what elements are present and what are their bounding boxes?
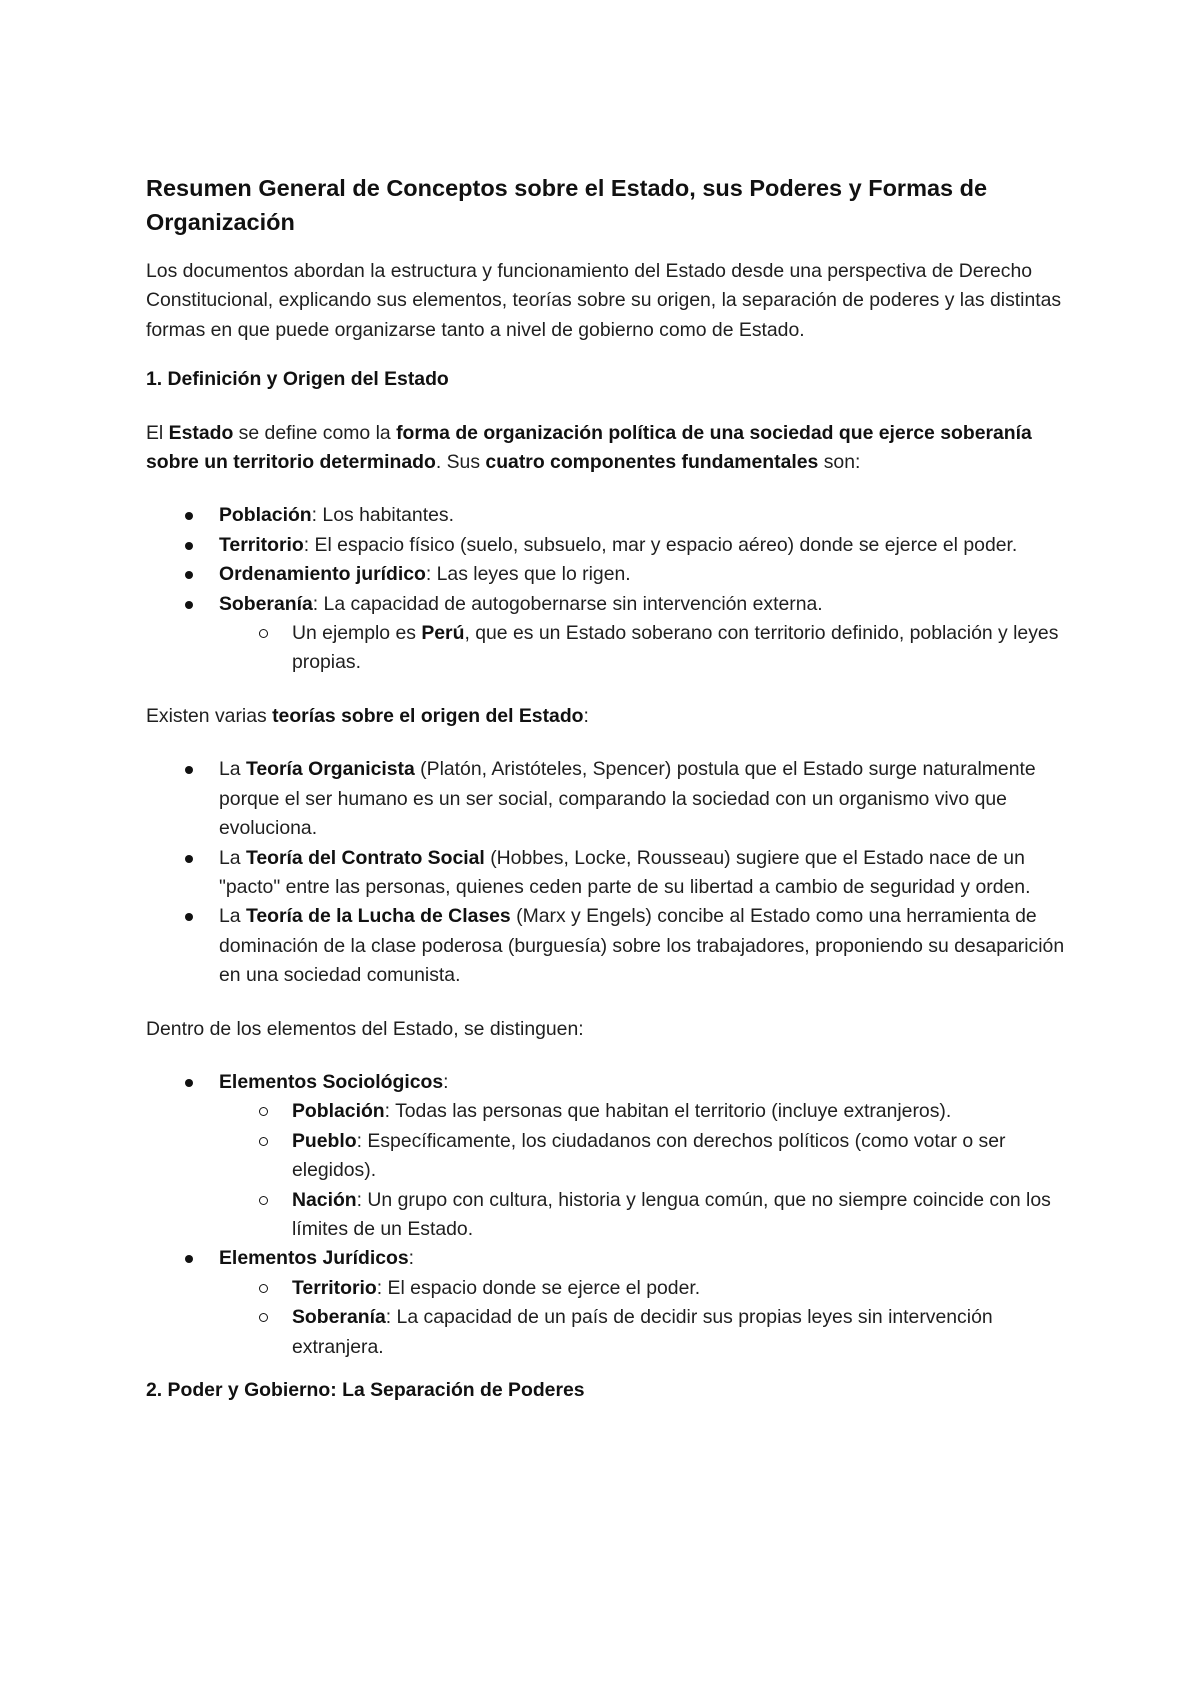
list-item: Soberanía: La capacidad de un país de decidir sus propias leyes sin intervención extranjera.: [219, 1303, 1070, 1362]
list-item: Soberanía: La capacidad de autogobernarse sin intervención externa. Un ejemplo es Perú, que es un Estado soberano con territorio definido, población y leyes propias.: [146, 590, 1070, 678]
sublist: [219, 619, 1070, 678]
list-item: Ordenamiento jurídico: Las leyes que lo rigen.: [146, 560, 1070, 589]
list-item: La Teoría de la Lucha de Clases (Marx y Engels) concibe al Estado como una herramienta de dominación de la clase poderosa (burguesía) sobre los trabajadores, proponiendo su desaparición en una sociedad comunista.: [146, 902, 1070, 990]
list-item: Población: Todas las personas que habitan el territorio (incluye extranjeros).: [219, 1097, 1070, 1126]
intro-paragraph: Los documentos abordan la estructura y funcionamiento del Estado desde una perspectiva de Derecho Constitucional, explicando sus elementos, teorías sobre su origen, la separación de poderes y las distintas formas en que puede organizarse tanto a nivel de gobierno como de Estado.: [146, 260, 1062, 341]
list-item: Población: Los habitantes.: [146, 501, 1070, 530]
list-item: La Teoría del Contrato Social (Hobbes, Locke, Rousseau) sugiere que el Estado nace de un "pacto" entre las personas, quienes ceden parte de su libertad a cambio de seguridad y orden.: [146, 844, 1070, 903]
list-item: Elementos Sociológicos: Población: Todas las personas que habitan el territorio (incluye extranjeros). Pueblo: Específicamente, los ciudadanos con derechos políticos (como votar o ser elegidos). Nación: Un grupo con cultura, historia y lengua común, que no siempre coincide con los límites de un Estado.: [146, 1068, 1070, 1244]
list-item: La Teoría Organicista (Platón, Aristóteles, Spencer) postula que el Estado surge naturalmente porque el ser humano es un ser social, comparando la sociedad con un organismo vivo que evoluciona.: [146, 755, 1070, 843]
theories-intro: Existen varias teorías sobre el origen del Estado:: [146, 704, 589, 727]
document-page: [146, 171, 1070, 1405]
sublist: [219, 1274, 1070, 1362]
document-title: Resumen General de Conceptos sobre el Estado, sus Poderes y Formas de Organización: [146, 175, 988, 235]
list-item: Un ejemplo es Perú, que es un Estado soberano con territorio definido, población y leyes propias.: [219, 619, 1070, 678]
state-definition: El Estado se define como la forma de organización política de una sociedad que ejerce soberanía sobre un territorio determinado. Sus cuatro componentes fundamentales son:: [146, 421, 1032, 474]
list-item: Territorio: El espacio físico (suelo, subsuelo, mar y espacio aéreo) donde se ejerce el poder.: [146, 531, 1070, 560]
sublist: [219, 1097, 1070, 1244]
list-item: Pueblo: Específicamente, los ciudadanos con derechos políticos (como votar o ser elegidos).: [219, 1127, 1070, 1186]
theories-list: [146, 755, 1070, 990]
list-item: Elementos Jurídicos: Territorio: El espacio donde se ejerce el poder. Soberanía: La capacidad de un país de decidir sus propias leyes sin intervención extranjera.: [146, 1244, 1070, 1362]
elements-intro: Dentro de los elementos del Estado, se distinguen:: [146, 1017, 584, 1040]
elements-list: [146, 1068, 1070, 1362]
section-2-heading: 2. Poder y Gobierno: La Separación de Poderes: [146, 1379, 585, 1401]
section-1-heading: 1. Definición y Origen del Estado: [146, 368, 449, 391]
list-item: Nación: Un grupo con cultura, historia y lengua común, que no siempre coincide con los límites de un Estado.: [219, 1186, 1070, 1245]
list-item: Territorio: El espacio donde se ejerce el poder.: [219, 1274, 1070, 1303]
components-list: [146, 501, 1070, 677]
